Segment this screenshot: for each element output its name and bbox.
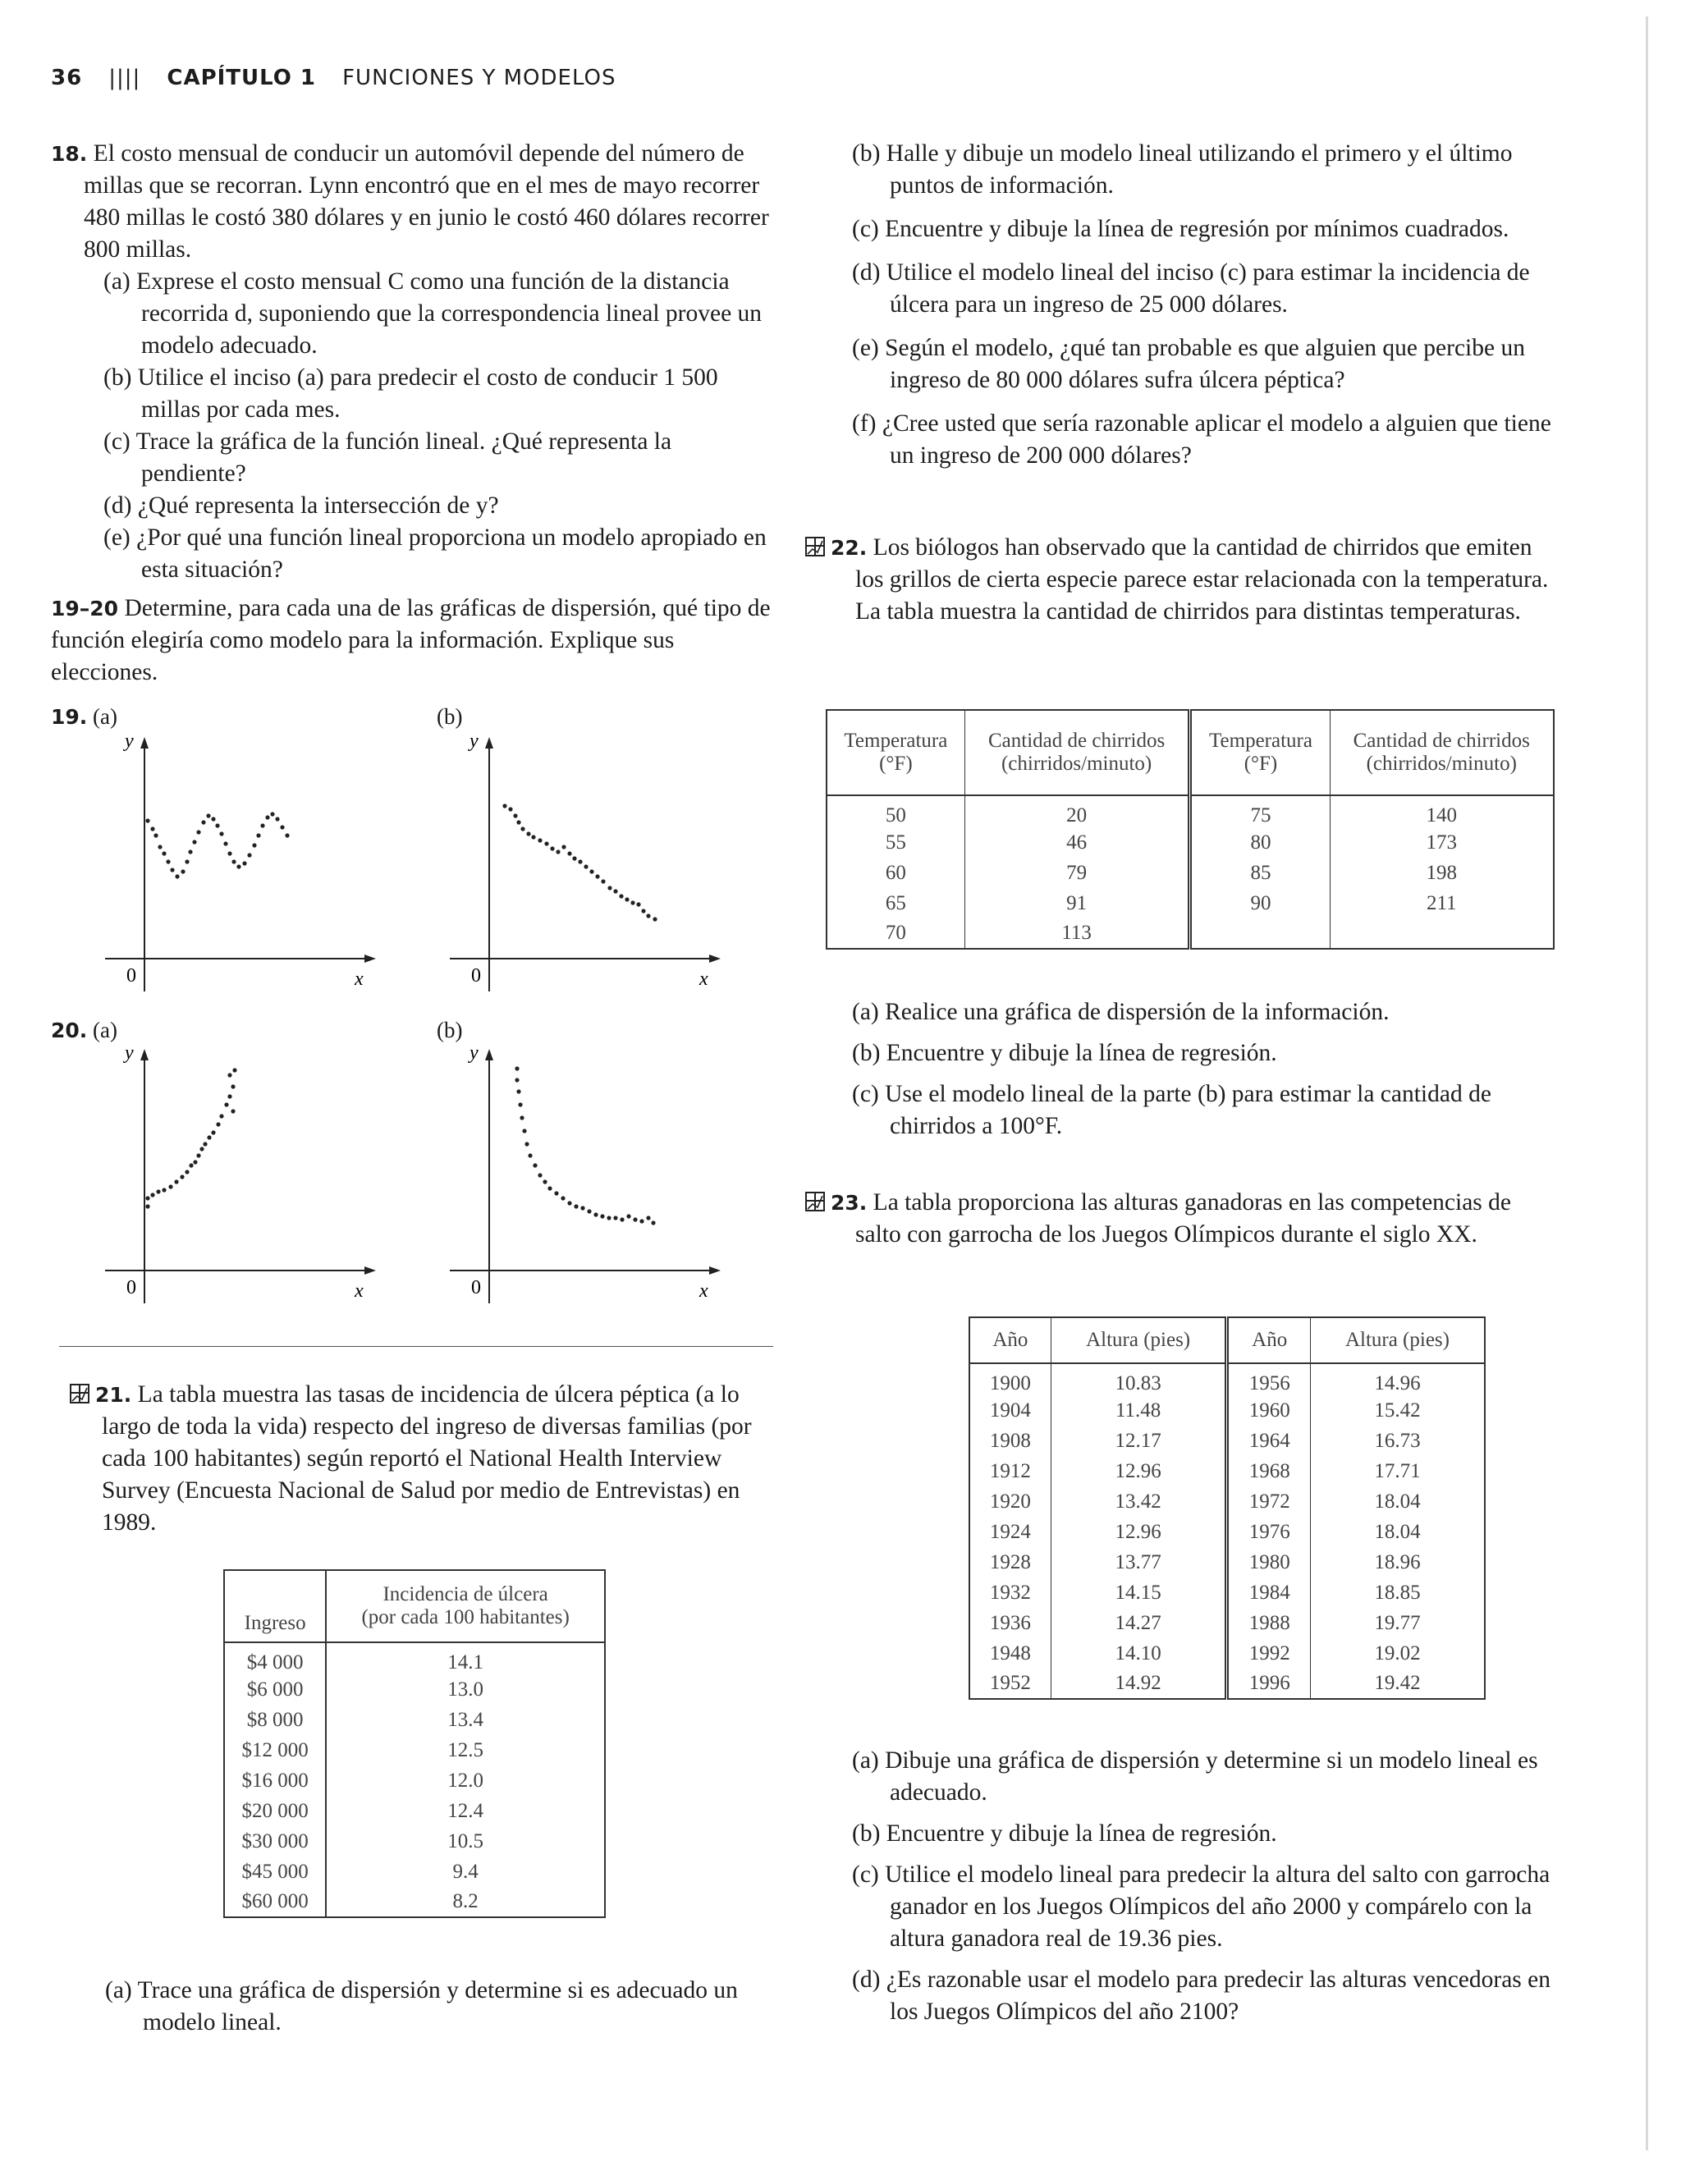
table-row: [224, 1642, 605, 1674]
table-row: [827, 795, 1554, 827]
table-row: [969, 1363, 1485, 1395]
table-cell: $4 000: [224, 1642, 326, 1674]
graph-19b-label: (b): [437, 704, 463, 729]
graph-20b-label: (b): [437, 1018, 463, 1042]
table-cell: 140: [1426, 804, 1457, 826]
col-header-height: Altura (pies): [1051, 1317, 1227, 1363]
table-cell: 46: [964, 827, 1190, 858]
problem-text: Los biólogos han observado que la cantidad de chirridos que emiten los grillos de cierta especie parece estar relacionada con la temperatura. La tabla muestra la cantidad de chirridos para distintas temperaturas.: [855, 534, 1549, 625]
table-cell: 12.96: [1051, 1456, 1227, 1486]
problem-text: La tabla proporciona las alturas ganadoras en las competencias de salto con garrocha de los Juegos Olímpicos durante el siglo XX.: [855, 1189, 1511, 1248]
graphing-calculator-icon: [69, 1383, 90, 1404]
table-cell: 1992: [1227, 1638, 1310, 1669]
table-cell: 10.5: [447, 1829, 483, 1852]
table-cell: 113: [964, 918, 1190, 949]
scatter-20b: [443, 1042, 722, 1313]
scatter-20a: [98, 1042, 378, 1313]
y-axis-label: y: [469, 1042, 479, 1064]
table-cell: 18.96: [1374, 1550, 1421, 1573]
problem-number: 22.: [831, 536, 868, 560]
table-cell: 19.02: [1374, 1641, 1421, 1664]
col-header-year: Año: [969, 1317, 1051, 1363]
scatter-points: [145, 1068, 236, 1208]
part-d: (d) ¿Qué representa la intersección de y?: [103, 492, 499, 519]
table-row: [969, 1486, 1485, 1517]
chapter-label: CAPÍTULO 1: [167, 66, 317, 90]
table-row: [224, 1735, 605, 1765]
table-cell: 19.77: [1374, 1611, 1421, 1634]
table-cell: 1964: [1227, 1426, 1310, 1456]
origin-label: 0: [471, 965, 481, 987]
table-cell: 198: [1426, 861, 1457, 884]
table-cell: 65: [827, 888, 964, 918]
header-line: (°F): [879, 753, 913, 775]
ulcer-table: [223, 1569, 606, 1918]
part-c: (c) Encuentre y dibuje la línea de regresión por mínimos cuadrados.: [852, 216, 1509, 242]
origin-label: 0: [126, 1277, 136, 1298]
col-header-chirps: [1330, 710, 1554, 795]
table-cell: $8 000: [224, 1705, 326, 1735]
page-header: [51, 66, 634, 90]
table-cell: 8.2: [452, 1890, 479, 1912]
y-axis-label: y: [469, 730, 479, 752]
problem-23: [804, 1187, 1560, 1251]
table-row: [224, 1705, 605, 1735]
table-cell: 14.96: [1374, 1372, 1421, 1394]
section-divider: [59, 1346, 773, 1347]
problem-number: 21.: [95, 1383, 132, 1407]
header-line: (°F): [1244, 753, 1278, 775]
origin-label: 0: [471, 1277, 481, 1298]
header-line: (por cada 100 habitantes): [361, 1606, 570, 1628]
x-axis-label: x: [355, 968, 364, 990]
problem-number: 18.: [51, 142, 88, 166]
table-cell: 1912: [969, 1456, 1051, 1486]
table-cell: 14.1: [447, 1651, 483, 1673]
table-row: [969, 1669, 1485, 1699]
part-d: (d) Utilice el modelo lineal del inciso (c) para estimar la incidencia de úlcera para un ingreso de 25 000 dólares.: [852, 259, 1530, 318]
table-cell: 13.42: [1051, 1486, 1227, 1517]
table-row: [224, 1857, 605, 1887]
header-line: Cantidad de chirridos: [988, 730, 1166, 752]
section-label: FUNCIONES Y MODELOS: [342, 66, 616, 90]
table-cell: 11.48: [1051, 1395, 1227, 1426]
table-cell: 85: [1190, 858, 1330, 888]
table-cell: [1190, 918, 1330, 949]
table-row: [224, 1796, 605, 1826]
table-cell: 50: [827, 795, 964, 827]
table-cell: 18.04: [1374, 1520, 1421, 1543]
table-cell: 1956: [1227, 1363, 1310, 1395]
graph-label-a: (a): [93, 704, 118, 729]
table-cell: 1996: [1227, 1669, 1310, 1699]
table-cell: 79: [964, 858, 1190, 888]
scatter-points: [145, 812, 289, 878]
x-axis-label: x: [699, 1280, 708, 1302]
table-cell: 1988: [1227, 1608, 1310, 1638]
table-cell: 13.0: [447, 1678, 483, 1701]
table-cell: 1960: [1227, 1395, 1310, 1426]
x-axis-label: x: [699, 968, 708, 990]
part-a: (a) Exprese el costo mensual C como una función de la distancia recorrida d, suponiendo que la correspondencia lineal provee un modelo adecuado.: [103, 268, 763, 359]
table-cell: 15.42: [1374, 1399, 1421, 1422]
table-cell: 17.71: [1374, 1459, 1421, 1482]
page-number: 36: [51, 66, 83, 90]
col-header-temp: [1190, 710, 1330, 795]
page-edge-line: [1646, 16, 1648, 2150]
pole-vault-table: [969, 1316, 1486, 1700]
col-header-chirps: [964, 710, 1190, 795]
table-cell: 1920: [969, 1486, 1051, 1517]
header-line: Temperatura: [844, 730, 948, 752]
table-cell: $45 000: [224, 1857, 326, 1887]
table-cell: 14.15: [1051, 1577, 1227, 1608]
table-cell: 19.42: [1374, 1672, 1421, 1694]
graph-19-label: [51, 704, 117, 730]
table-cell: 173: [1426, 831, 1457, 854]
table-row: [969, 1456, 1485, 1486]
header-line: Incidencia de úlcera: [382, 1583, 548, 1605]
problem-number: 19–20: [51, 597, 119, 620]
part-c: (c) Trace la gráfica de la función lineal. ¿Qué representa la pendiente?: [103, 428, 672, 487]
table-cell: 1968: [1227, 1456, 1310, 1486]
part-e: (e) Según el modelo, ¿qué tan probable es que alguien que percibe un ingreso de 80 000 dólares sufra úlcera péptica?: [852, 335, 1525, 393]
table-cell: 13.77: [1051, 1547, 1227, 1577]
problem-22-parts: [804, 996, 1560, 1142]
table-row: [969, 1608, 1485, 1638]
table-row: [969, 1517, 1485, 1547]
header-line: (chirridos/minuto): [1366, 753, 1517, 775]
table-cell: 70: [827, 918, 964, 949]
table-cell: 60: [827, 858, 964, 888]
table-cell: 91: [964, 888, 1190, 918]
table-cell: 55: [827, 827, 964, 858]
part-f: (f) ¿Cree usted que sería razonable aplicar el modelo a alguien que tiene un ingreso de 200 000 dólares?: [852, 410, 1551, 469]
table-cell: $30 000: [224, 1826, 326, 1857]
scatter-points: [515, 1066, 655, 1225]
table-cell: $20 000: [224, 1796, 326, 1826]
graphing-calculator-icon: [804, 536, 826, 557]
table-cell: 18.04: [1374, 1490, 1421, 1513]
table-cell: 12.96: [1051, 1517, 1227, 1547]
part-e: (e) ¿Por qué una función lineal proporciona un modelo apropiado en esta situación?: [103, 524, 767, 583]
table-cell: 75: [1190, 795, 1330, 827]
part-a: (a) Trace una gráfica de dispersión y determine si es adecuado un modelo lineal.: [105, 1977, 738, 2035]
table-row: [969, 1426, 1485, 1456]
table-row: [224, 1674, 605, 1705]
problem-18: [51, 138, 773, 689]
problem-21: [51, 1379, 773, 1539]
problem-21-continued: [804, 138, 1560, 472]
graph-20-label: [51, 1018, 117, 1043]
table-row: [969, 1638, 1485, 1669]
problem-text: El costo mensual de conducir un automóvil depende del número de millas que se recorran. Lynn encontró que en el mes de mayo recorrer 480 millas le costó 380 dólares y en junio le costó 460 dólares recorrer 800 millas.: [84, 140, 769, 263]
part-b: (b) Encuentre y dibuje la línea de regresión.: [852, 1820, 1277, 1847]
part-b: (b) Encuentre y dibuje la línea de regresión.: [852, 1040, 1277, 1066]
header-line: Cantidad de chirridos: [1353, 730, 1530, 752]
table-cell: $6 000: [224, 1674, 326, 1705]
table-cell: 12.0: [447, 1769, 483, 1792]
table-row: [224, 1887, 605, 1917]
x-axis-label: x: [355, 1280, 364, 1302]
table-cell: $60 000: [224, 1887, 326, 1917]
table-cell: 1980: [1227, 1547, 1310, 1577]
col-header-height: Altura (pies): [1344, 1329, 1450, 1351]
problem-number: 23.: [831, 1191, 868, 1215]
y-axis-label: y: [125, 730, 134, 752]
part-b: (b) Halle y dibuje un modelo lineal utilizando el primero y el último puntos de información.: [852, 140, 1513, 199]
graph-label-a: (a): [93, 1018, 118, 1042]
table-cell: 1908: [969, 1426, 1051, 1456]
table-row: [224, 1765, 605, 1796]
table-cell: 1972: [1227, 1486, 1310, 1517]
table-cell: 211: [1426, 891, 1457, 914]
table-cell: 1976: [1227, 1517, 1310, 1547]
table-row: [969, 1547, 1485, 1577]
table-cell: 1924: [969, 1517, 1051, 1547]
scatter-19b: [443, 730, 722, 1001]
table-cell: 14.10: [1051, 1638, 1227, 1669]
table-cell: 12.17: [1051, 1426, 1227, 1456]
col-header-temp: [827, 710, 964, 795]
part-b: (b) Utilice el inciso (a) para predecir el costo de conducir 1 500 millas por cada mes.: [103, 364, 718, 423]
y-axis-label: y: [125, 1042, 134, 1064]
col-header-income: Ingreso: [224, 1570, 326, 1642]
problems-19-20-instructions: [51, 593, 773, 689]
table-cell: 1952: [969, 1669, 1051, 1699]
table-row: [827, 858, 1554, 888]
col-header-incidence: [326, 1570, 605, 1642]
table-cell: 1936: [969, 1608, 1051, 1638]
table-cell: 12.4: [447, 1799, 483, 1822]
table-cell: $16 000: [224, 1765, 326, 1796]
table-cell: 1948: [969, 1638, 1051, 1669]
table-row: [969, 1577, 1485, 1608]
table-cell: 20: [964, 795, 1190, 827]
part-a: (a) Dibuje una gráfica de dispersión y determine si un modelo lineal es adecuado.: [852, 1747, 1538, 1806]
table-row: [827, 888, 1554, 918]
header-line: Temperatura: [1209, 730, 1312, 752]
table-cell: 12.5: [447, 1738, 483, 1761]
scatter-19a: [98, 730, 378, 1001]
problem-number: 20.: [51, 1019, 88, 1042]
part-c: (c) Use el modelo lineal de la parte (b) para estimar la cantidad de chirridos a 100°F.: [852, 1081, 1491, 1139]
table-cell: 1904: [969, 1395, 1051, 1426]
table-cell: 1928: [969, 1547, 1051, 1577]
table-cell: 10.83: [1051, 1363, 1227, 1395]
table-cell: 9.4: [452, 1860, 479, 1883]
graphing-calculator-icon: [804, 1191, 826, 1212]
table-row: [969, 1395, 1485, 1426]
part-c: (c) Utilice el modelo lineal para predecir la altura del salto con garrocha ganador en los Juegos Olímpicos del año 2000 y compárelo con la altura ganadora real de 19.36 pies.: [852, 1861, 1550, 1952]
part-a: (a) Realice una gráfica de dispersión de la información.: [852, 999, 1390, 1025]
table-cell: 13.4: [447, 1708, 483, 1731]
cricket-table: [826, 709, 1555, 950]
scatter-points: [502, 804, 657, 921]
table-cell: 18.85: [1374, 1581, 1421, 1604]
table-cell: [1330, 918, 1554, 949]
table-row: [224, 1826, 605, 1857]
problem-21-part-a: [51, 1975, 773, 2039]
table-cell: 14.92: [1051, 1669, 1227, 1699]
table-cell: 90: [1190, 888, 1330, 918]
table-cell: 14.27: [1051, 1608, 1227, 1638]
table-cell: 80: [1190, 827, 1330, 858]
table-row: [827, 827, 1554, 858]
problem-22: [804, 532, 1560, 628]
table-cell: 1984: [1227, 1577, 1310, 1608]
problem-number: 19.: [51, 705, 88, 729]
problem-text: La tabla muestra las tasas de incidencia de úlcera péptica (a lo largo de toda la vida) respecto del ingreso de diversas familias (por cada 100 habitantes) según reportó el National Health Interview Survey (Encuesta Nacional de Salud por medio de Entrevistas) en 1989.: [102, 1381, 752, 1536]
table-cell: $12 000: [224, 1735, 326, 1765]
problem-text: Determine, para cada una de las gráficas de dispersión, qué tipo de función elegiría como modelo para la información. Explique sus elecciones.: [51, 595, 771, 685]
header-bars: ||||: [108, 66, 141, 90]
origin-label: 0: [126, 965, 136, 987]
table-cell: 16.73: [1374, 1429, 1421, 1452]
col-header-year: Año: [1227, 1317, 1310, 1363]
table-cell: 1932: [969, 1577, 1051, 1608]
header-line: (chirridos/minuto): [1001, 753, 1152, 775]
problem-23-parts: [804, 1745, 1560, 2028]
table-cell: 1900: [969, 1363, 1051, 1395]
table-row: [827, 918, 1554, 949]
part-d: (d) ¿Es razonable usar el modelo para predecir las alturas vencedoras en los Juegos Olímpicos del año 2100?: [852, 1967, 1550, 2025]
